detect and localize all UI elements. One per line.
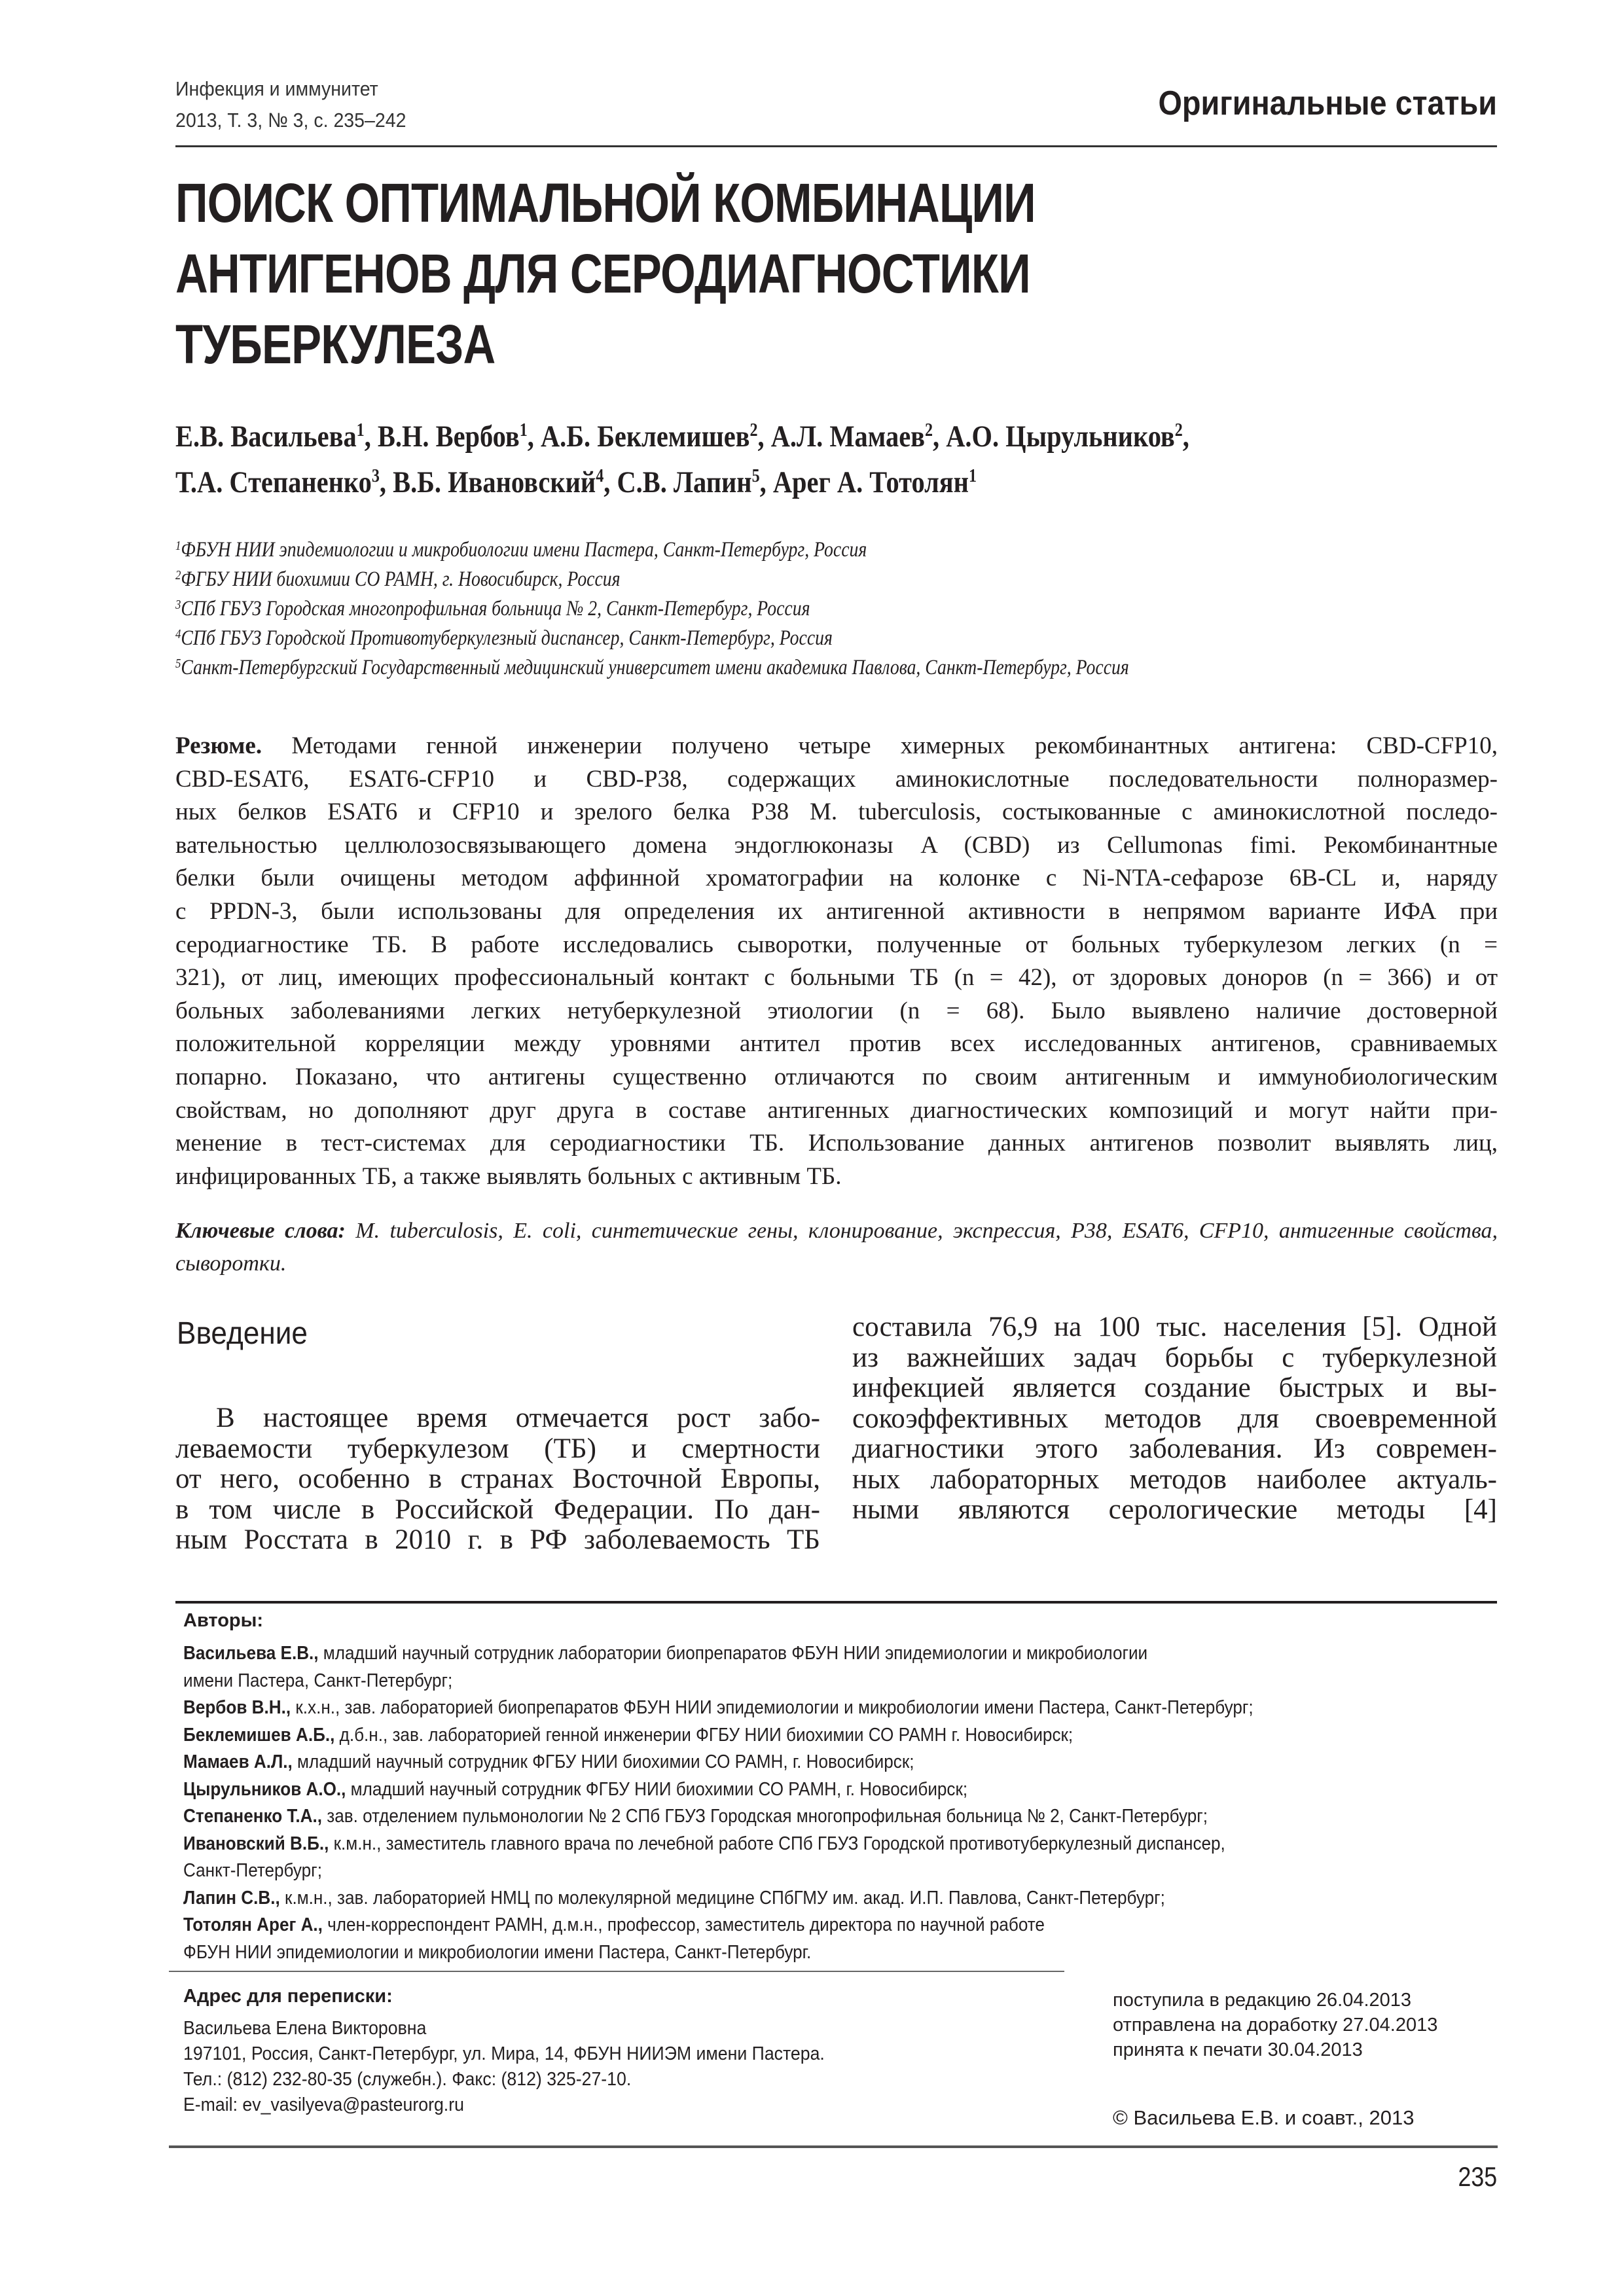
correspondence-line: Васильева Елена Викторовна	[183, 2018, 427, 2039]
authors-box-divider	[175, 1601, 1497, 1604]
affiliation-marker: 1	[968, 466, 977, 486]
author-name: Е.В. Васильева	[175, 420, 357, 454]
author-info-text: ФБУН НИИ эпидемиологии и микробиологии имени Пастера, Санкт-Петербург.	[183, 1942, 812, 1963]
author-info-line	[183, 1833, 1225, 1855]
affiliation-marker: 2	[1174, 420, 1183, 440]
author-info-text: д.б.н., зав. лабораторией генной инженерии ФГБУ НИИ биохимии СО РАМН г. Новосибирск;	[334, 1725, 1074, 1746]
author-info-name: Ивановский В.Б.,	[183, 1833, 329, 1854]
abstract-line	[175, 831, 1498, 859]
abstract-line	[175, 963, 1498, 992]
keywords-text: сыворотки.	[175, 1251, 287, 1276]
authors-line	[175, 465, 977, 500]
article-date-line: отправлена на доработку 27.04.2013	[1113, 2015, 1438, 2036]
author-name: В.Б. Ивановский	[393, 465, 596, 499]
abstract-text: Методами генной инженерии получено четыре химерных рекомбинантных антигена: CBD-CFP10,	[291, 732, 1498, 759]
author-name: Арег А. Тотолян	[772, 465, 969, 499]
author-info-line	[183, 1697, 1254, 1719]
author-info-text: младший научный сотрудник ФГБУ НИИ биохимии СО РАМН, г. Новосибирск;	[292, 1751, 914, 1772]
author-separator: ,	[364, 420, 378, 454]
section-heading-introduction: Введение	[177, 1316, 308, 1351]
correspondence-title: Адрес для переписки:	[183, 1986, 393, 2007]
article-date-line: принята к печати 30.04.2013	[1113, 2039, 1363, 2060]
abstract-line	[175, 1162, 1498, 1191]
affiliation-text: СПб ГБУЗ Городской Противотуберкулезный диспансер, Санкт-Петербург, Россия	[181, 626, 833, 650]
abstract-line	[175, 1096, 1498, 1124]
affiliation-line	[175, 597, 810, 621]
article-date-line: поступила в редакцию 26.04.2013	[1113, 1990, 1412, 2011]
abstract-text: серодиагностике ТБ. В работе исследовались сыворотки, полученные от больных туберкулезом легких (n =	[175, 931, 1498, 958]
author-info-name: Цырульников А.О.,	[183, 1779, 346, 1800]
author-info-line	[183, 1942, 811, 1964]
title-line: ТУБЕРКУЛЕЗА	[175, 314, 496, 375]
paragraph-line: от него, особенно в странах Восточной Европы,	[175, 1463, 820, 1494]
abstract-label: Резюме.	[175, 732, 262, 759]
affiliation-marker: 4	[596, 466, 604, 486]
abstract-line	[175, 1063, 1498, 1091]
author-info-text: член-корреспондент РАМН, д.м.н., профессор, заместитель директора по научной работе	[322, 1914, 1045, 1935]
abstract-text: 321), от лиц, имеющих профессиональный контакт с больными ТБ (n = 42), от здоровых доноров (n = 366) и от	[175, 964, 1498, 991]
keywords-label: Ключевые слова:	[175, 1219, 346, 1243]
author-info-name: Мамаев А.Л.,	[183, 1751, 293, 1772]
abstract-line	[175, 765, 1498, 793]
affiliation-line	[175, 656, 1129, 680]
affiliation-line	[175, 626, 833, 651]
author-info-line	[183, 1670, 452, 1692]
abstract-text: вательностью целлюлозосвязывающего домена эндоглюконазы A (CBD) из Cellumonas fimi. Рекомбинантные	[175, 832, 1498, 859]
abstract-text: свойствам, но дополняют друг друга в составе антигенных диагностических композиций и могут найти при-	[175, 1097, 1498, 1124]
affiliation-number: 4	[175, 627, 181, 641]
author-info-text: к.м.н., заместитель главного врача по лечебной работе СПб ГБУЗ Городской противотуберкулезный диспансер,	[329, 1833, 1225, 1854]
author-info-text: Санкт-Петербург;	[183, 1860, 322, 1881]
author-name: А.О. Цырульников	[946, 420, 1175, 454]
abstract-line	[175, 1129, 1498, 1157]
paragraph-line: из важнейших задач борьбы с туберкулезной	[852, 1342, 1497, 1373]
paragraph-line: сокоэффективных методов для своевременной	[852, 1403, 1497, 1434]
journal-issue: 2013, Т. 3, № 3, с. 235–242	[175, 109, 406, 132]
author-info-text: к.м.н., зав. лабораторией НМЦ по молекулярной медицине СПбГМУ им. акад. И.П. Павлова, Санкт-Петербург;	[280, 1888, 1165, 1909]
author-separator: ,	[757, 420, 771, 454]
author-info-text: младший научный сотрудник лаборатории биопрепаратов ФБУН НИИ эпидемиологии и микробиологии	[318, 1643, 1148, 1664]
keywords-line	[175, 1251, 1498, 1276]
paragraph-line: ных лабораторных методов наиболее актуаль-	[852, 1464, 1497, 1495]
abstract-text: попарно. Показано, что антигены существенно отличаются по своим антигенным и иммунобиологическим	[175, 1064, 1498, 1090]
abstract-text: больных заболеваниями легких нетуберкулезной этиологии (n = 68). Было выявлено наличие достоверной	[175, 997, 1498, 1024]
author-separator: ,	[759, 465, 773, 499]
abstract-text: ных белков ESAT6 и CFP10 и зрелого белка P38 M. tuberculosis, состыкованные с аминокислотной последо-	[175, 798, 1498, 825]
affiliation-text: СПб ГБУЗ Городская многопрофильная больница № 2, Санкт-Петербург, Россия	[181, 597, 810, 620]
abstract-line	[175, 897, 1498, 925]
affiliation-marker: 1	[356, 420, 365, 440]
author-info-line	[183, 1643, 1147, 1664]
paragraph-line: составила 76,9 на 100 тыс. населения [5]. Одной	[852, 1312, 1497, 1342]
paragraph-line: ным Росстата в 2010 г. в РФ заболеваемость ТБ	[175, 1524, 820, 1555]
author-info-text: имени Пастера, Санкт-Петербург;	[183, 1670, 453, 1691]
abstract-text: белки были очищены методом аффинной хроматографии на колонке с Ni-NTA-сефарозе 6B-CL и, наряду	[175, 865, 1498, 891]
paragraph-line: в том числе в Российской Федерации. По дан-	[175, 1494, 820, 1525]
author-info-line	[183, 1751, 914, 1773]
footer-divider	[169, 2145, 1498, 2148]
paragraph-line: леваемости туберкулезом (ТБ) и смертности	[175, 1433, 820, 1464]
paragraph-line: диагностики этого заболевания. Из современ-	[852, 1433, 1497, 1464]
affiliation-marker: 1	[519, 420, 528, 440]
author-info-name: Беклемишев А.Б.,	[183, 1725, 335, 1746]
affiliation-line	[175, 567, 621, 592]
correspondence-line: 197101, Россия, Санкт-Петербург, ул. Мира, 14, ФБУН НИИЭМ имени Пастера.	[183, 2043, 825, 2064]
journal-name: Инфекция и иммунитет	[175, 77, 378, 100]
author-info-text: к.х.н., зав. лабораторией биопрепаратов ФБУН НИИ эпидемиологии и микробиологии имени Пастера, Санкт-Петербург;	[291, 1697, 1254, 1718]
abstract-line	[175, 798, 1498, 826]
author-info-line	[183, 1888, 1165, 1909]
affiliation-marker: 3	[371, 466, 380, 486]
author-name: В.Н. Вербов	[377, 420, 520, 454]
affiliation-line	[175, 538, 867, 562]
page-number: 235	[1458, 2161, 1497, 2192]
author-info-name: Лапин С.В.,	[183, 1888, 280, 1909]
author-info-name: Тотолян Арег А.,	[183, 1914, 323, 1935]
affiliation-marker: 5	[751, 466, 760, 486]
author-separator: ,	[527, 420, 541, 454]
author-info-line	[183, 1806, 1208, 1827]
correspondence-line: Тел.: (812) 232-80-35 (служебн.). Факс: (812) 325-27-10.	[183, 2069, 632, 2090]
author-separator: ,	[933, 420, 947, 454]
paragraph-line: ными являются серологические методы [4]	[852, 1494, 1497, 1525]
paragraph-line: инфекцией является создание быстрых и вы-	[852, 1372, 1497, 1403]
affiliation-number: 1	[175, 539, 181, 553]
section-label: Оригинальные статьи	[1158, 84, 1497, 122]
correspondence-line: E-mail: ev_vasilyeva@pasteurorg.ru	[183, 2094, 464, 2115]
abstract-text: с PPDN-3, были использованы для определения их антигенной активности в непрямом варианте ИФА при	[175, 898, 1498, 925]
author-separator: ,	[604, 465, 617, 499]
keywords-text: M. tuberculosis, E. coli, синтетические гены, клонирование, экспрессия, P38, ESAT6, CFP10, антигенные свойства,	[355, 1219, 1498, 1243]
keywords-line	[175, 1219, 1498, 1244]
affiliation-number: 2	[175, 568, 181, 583]
author-separator: ,	[379, 465, 393, 499]
author-info-text: младший научный сотрудник ФГБУ НИИ биохимии СО РАМН, г. Новосибирск;	[346, 1779, 968, 1800]
author-info-name: Степаненко Т.А.,	[183, 1806, 322, 1827]
author-info-text: зав. отделением пульмонологии № 2 СПб ГБУЗ Городская многопрофильная больница № 2, Санкт-Петербург;	[321, 1806, 1208, 1827]
author-name: А.Б. Беклемишев	[540, 420, 750, 454]
authors-line	[175, 419, 1189, 454]
affiliation-number: 5	[175, 656, 181, 671]
title-line: АНТИГЕНОВ ДЛЯ СЕРОДИАГНОСТИКИ	[175, 243, 1030, 304]
author-info-line	[183, 1725, 1073, 1746]
author-name: А.Л. Мамаев	[770, 420, 925, 454]
paragraph-line: В настоящее время отмечается рост забо-	[216, 1403, 820, 1433]
abstract-line	[175, 1030, 1498, 1058]
author-info-line	[183, 1914, 1045, 1936]
copyright: © Васильева Е.В. и соавт., 2013	[1113, 2106, 1415, 2129]
abstract-text: инфицированных ТБ, а также выявлять больных с активным ТБ.	[175, 1163, 842, 1190]
abstract-text: положительной корреляции между уровнями антител против всех исследованных антигенов, сравниваемых	[175, 1030, 1498, 1057]
correspondence-divider	[169, 1971, 1064, 1972]
title-line: ПОИСК ОПТИМАЛЬНОЙ КОМБИНАЦИИ	[175, 172, 1036, 234]
author-info-name: Вербов В.Н.,	[183, 1697, 291, 1718]
authors-box-title: Авторы:	[183, 1610, 264, 1631]
abstract-line	[175, 997, 1498, 1025]
author-info-name: Васильева Е.В.,	[183, 1643, 319, 1664]
affiliation-marker: 2	[749, 420, 758, 440]
author-info-line	[183, 1779, 967, 1801]
affiliation-marker: 2	[924, 420, 933, 440]
affiliation-text: Санкт-Петербургский Государственный медицинский университет имени академика Павлова, Санкт-Петербург, Россия	[181, 656, 1129, 679]
abstract-text: CBD-ESAT6, ESAT6-CFP10 и CBD-P38, содержащих аминокислотные последовательности полноразмер-	[175, 766, 1498, 793]
abstract-line	[175, 931, 1498, 959]
abstract-line	[175, 864, 1498, 892]
affiliation-number: 3	[175, 598, 181, 612]
abstract-line	[175, 732, 1498, 760]
header-divider	[175, 145, 1497, 147]
author-separator: ,	[1182, 420, 1189, 454]
affiliation-text: ФБУН НИИ эпидемиологии и микробиологии имени Пастера, Санкт-Петербург, Россия	[181, 538, 867, 562]
author-name: С.В. Лапин	[617, 465, 752, 499]
affiliation-text: ФГБУ НИИ биохимии СО РАМН, г. Новосибирск, Россия	[181, 567, 621, 591]
author-info-line	[183, 1860, 322, 1882]
author-name: Т.А. Степаненко	[175, 465, 372, 499]
abstract-text: менение в тест-системах для серодиагностики ТБ. Использование данных антигенов позволит выявлять лиц,	[175, 1130, 1498, 1157]
